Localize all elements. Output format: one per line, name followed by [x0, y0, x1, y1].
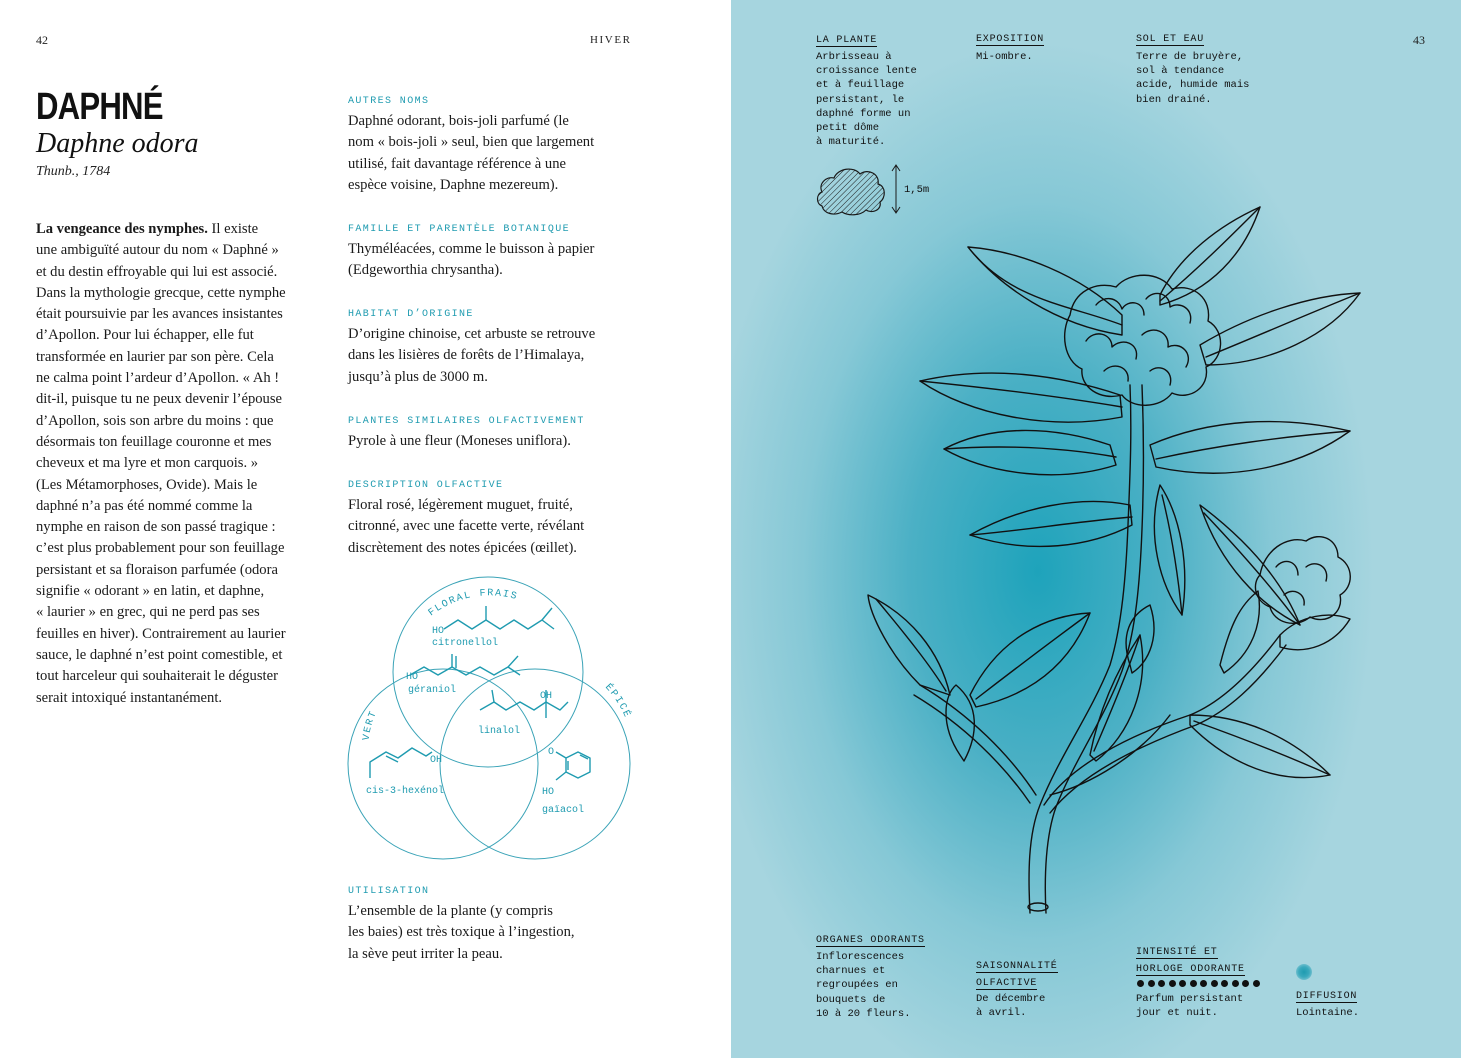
section-utilisation — [348, 886, 638, 965]
latin-name: Daphne odora — [36, 128, 199, 159]
la-plante-text: Arbrisseau à croissance lente et à feuillage persistant, le daphné forme un petit dôme à maturité. — [816, 51, 917, 149]
body-line: une ambiguïté autour du nom « Daphné » — [36, 242, 279, 259]
intensity-dot — [1211, 980, 1218, 987]
body-line: dit-il, puisque tu ne peux devenir l’épouse — [36, 391, 283, 408]
body-line: nymphe en raison de son passé tragique : — [36, 519, 276, 536]
author-citation: Thunb., 1784 — [36, 164, 111, 179]
running-head: HIVER — [590, 34, 632, 46]
body-line: sauce, le daphné n’est point comestible, et — [36, 646, 283, 663]
section-label: AUTRES NOMS — [348, 96, 430, 107]
section-text: Thyméléacées, comme le buisson à papier (Edgeworthia chrysantha). — [348, 241, 595, 279]
leaf — [968, 247, 1122, 335]
body-line: d’Apollon, sois son arbre du moins : que — [36, 412, 274, 429]
body-line: serait intoxiqué instantanément. — [36, 689, 223, 706]
exposition-text: Mi-ombre. — [976, 51, 1033, 63]
circle-label-epice: ÉPICÉ — [602, 682, 633, 721]
section-label: HABITAT D’ORIGINE — [348, 309, 474, 320]
leaf — [1200, 505, 1300, 625]
body-line: transformée en laurier par son père. Cela — [36, 348, 274, 365]
leaf — [1220, 591, 1259, 673]
body-line: « laurier » en grec, qui ne perd pas ses — [36, 604, 260, 621]
section-text: Daphné odorant, bois-joli parfumé (le nom « bois-joli » seul, bien que largement utilisé, fait davantage référence à une espèce voisine, Daphne mezereum). — [348, 113, 595, 193]
body-line: Dans la mythologie grecque, cette nymphe — [36, 284, 286, 301]
diffusion-label: DIFFUSION — [1296, 991, 1358, 1002]
diffusion-text: Lointaine. — [1296, 1007, 1360, 1019]
section-text: Floral rosé, légèrement muguet, fruité, citronné, avec une facette verte, révélant discrètement des notes épicées (œillet). — [348, 497, 585, 556]
intensite-text: Parfum persistant jour et nuit. — [1136, 993, 1244, 1020]
atom-label: OH — [540, 691, 553, 702]
page-number-right: 43 — [1413, 33, 1425, 47]
atom-label: HO — [542, 787, 555, 798]
body-line: (Les Métamorphoses, Ovide). Mais le — [36, 476, 258, 493]
circle-vert — [348, 669, 538, 859]
intensity-dots — [1137, 980, 1260, 987]
section-autres-noms — [348, 96, 638, 196]
geraniol-structure — [410, 656, 518, 675]
leaf — [1150, 422, 1350, 474]
intensity-dot — [1242, 980, 1249, 987]
molecule-linalol: linalol — [478, 726, 521, 737]
body-line: c’est plus probablement pour son feuillage — [36, 540, 285, 557]
atom-label: OH — [430, 755, 443, 766]
section-description-olfactive — [348, 480, 638, 559]
sol-eau-label: SOL ET EAU — [1136, 34, 1205, 45]
intro-bold: La vengeance des nymphes. — [36, 221, 208, 237]
intensity-dot — [1190, 980, 1197, 987]
flower-cluster-right — [1255, 537, 1350, 624]
gaiacol-structure — [566, 752, 590, 778]
body-line: était poursuivie par les avances insistantes — [36, 306, 283, 323]
section-text: Pyrole à une fleur (Moneses uniflora). — [348, 433, 571, 449]
section-label: DESCRIPTION OLFACTIVE — [348, 480, 504, 491]
intensity-dot — [1158, 980, 1165, 987]
molecule-gaiacol: gaïacol — [542, 805, 585, 816]
exposition-label: EXPOSITION — [976, 34, 1045, 45]
height-value: 1,5m — [904, 184, 930, 196]
linalol-structure — [480, 702, 568, 710]
circle-label-floral: FLORAL FRAIS — [426, 588, 520, 620]
page-number-left: 42 — [36, 33, 48, 47]
diffusion-icon — [1296, 964, 1312, 980]
olfactive-venn-diagram — [340, 572, 640, 872]
intensity-dot — [1253, 980, 1260, 987]
saisonnalite-text: De décembre à avril. — [976, 993, 1046, 1020]
section-label: FAMILLE ET PARENTÈLE BOTANIQUE — [348, 224, 571, 235]
leaf — [1200, 293, 1360, 365]
atom-label: HO — [406, 672, 419, 683]
organes-text: Inflorescences charnues et regroupées en bouquets de 10 à 20 fleurs. — [816, 951, 911, 1020]
section-text: L’ensemble de la plante (y compris les baies) est très toxique à l’ingestion, la sève peut irriter la peau. — [348, 903, 575, 962]
molecule-cis-hexenol: cis-3-hexénol — [366, 786, 445, 797]
leaf — [920, 373, 1122, 422]
leaf — [868, 595, 950, 695]
citronellol-structure — [444, 608, 552, 629]
daphne-illustration — [860, 195, 1370, 915]
body-line: persistant et sa floraison parfumée (odora — [36, 561, 278, 578]
saisonnalite-label: SAISONNALITÉ OLFACTIVE — [976, 961, 1058, 989]
body-line: tout harceleur qui souhaiterait le déguster — [36, 668, 278, 685]
section-text: D’origine chinoise, cet arbuste se retrouve dans les lisières de forêts de l’Himalaya, jusqu’à plus de 3000 m. — [348, 326, 596, 385]
circle-epice — [440, 669, 630, 859]
leaf — [970, 502, 1132, 547]
section-label: UTILISATION — [348, 886, 430, 897]
body-line: daphné n’a pas été nommé comme la — [36, 497, 253, 514]
section-habitat — [348, 309, 638, 388]
circle-label-vert: VERT — [361, 708, 381, 742]
intensity-dot — [1179, 980, 1186, 987]
intensity-dot — [1200, 980, 1207, 987]
atom-label: O — [548, 747, 555, 758]
atom-label: HO — [432, 626, 445, 637]
intensite-label: INTENSITÉ ET HORLOGE ODORANTE — [1136, 947, 1245, 975]
cis-hexenol-structure — [370, 748, 432, 778]
body-line: et du destin effroyable qui lui est associé. — [36, 263, 278, 280]
section-famille — [348, 224, 638, 282]
intensity-dot — [1137, 980, 1144, 987]
intensity-dot — [1148, 980, 1155, 987]
la-plante-label: LA PLANTE — [816, 35, 878, 46]
body-line: ne calma point l’ardeur d’Apollon. « Ah ! — [36, 370, 280, 387]
body-line: d’Apollon. Pour lui échapper, elle fut — [36, 327, 254, 344]
body-line: feuilles en hiver). Contrairement au laurier — [36, 625, 286, 642]
body-line-0: La vengeance des nymphes. Il existe — [36, 221, 259, 237]
intensity-dot — [1221, 980, 1228, 987]
intensity-dot — [1169, 980, 1176, 987]
molecule-geraniol: géraniol — [408, 685, 457, 696]
sol-eau-text: Terre de bruyère, sol à tendance acide, humide mais bien drainé. — [1136, 51, 1250, 106]
section-label: PLANTES SIMILAIRES OLFACTIVEMENT — [348, 416, 585, 427]
section-plantes-similaires — [348, 416, 638, 452]
page-title: DAPHNÉ — [36, 86, 163, 128]
organes-label: ORGANES ODORANTS — [816, 935, 925, 946]
molecule-citronellol: citronellol — [432, 638, 499, 649]
body-line: désormais ton feuillage couronne et mes — [36, 433, 272, 450]
body-text — [36, 219, 318, 709]
body-line: cheveux et ma lyre et mon carquois. » — [36, 455, 259, 472]
body-line: signifie « odorant » en latin, et daphne, — [36, 583, 265, 600]
intensity-dot — [1232, 980, 1239, 987]
